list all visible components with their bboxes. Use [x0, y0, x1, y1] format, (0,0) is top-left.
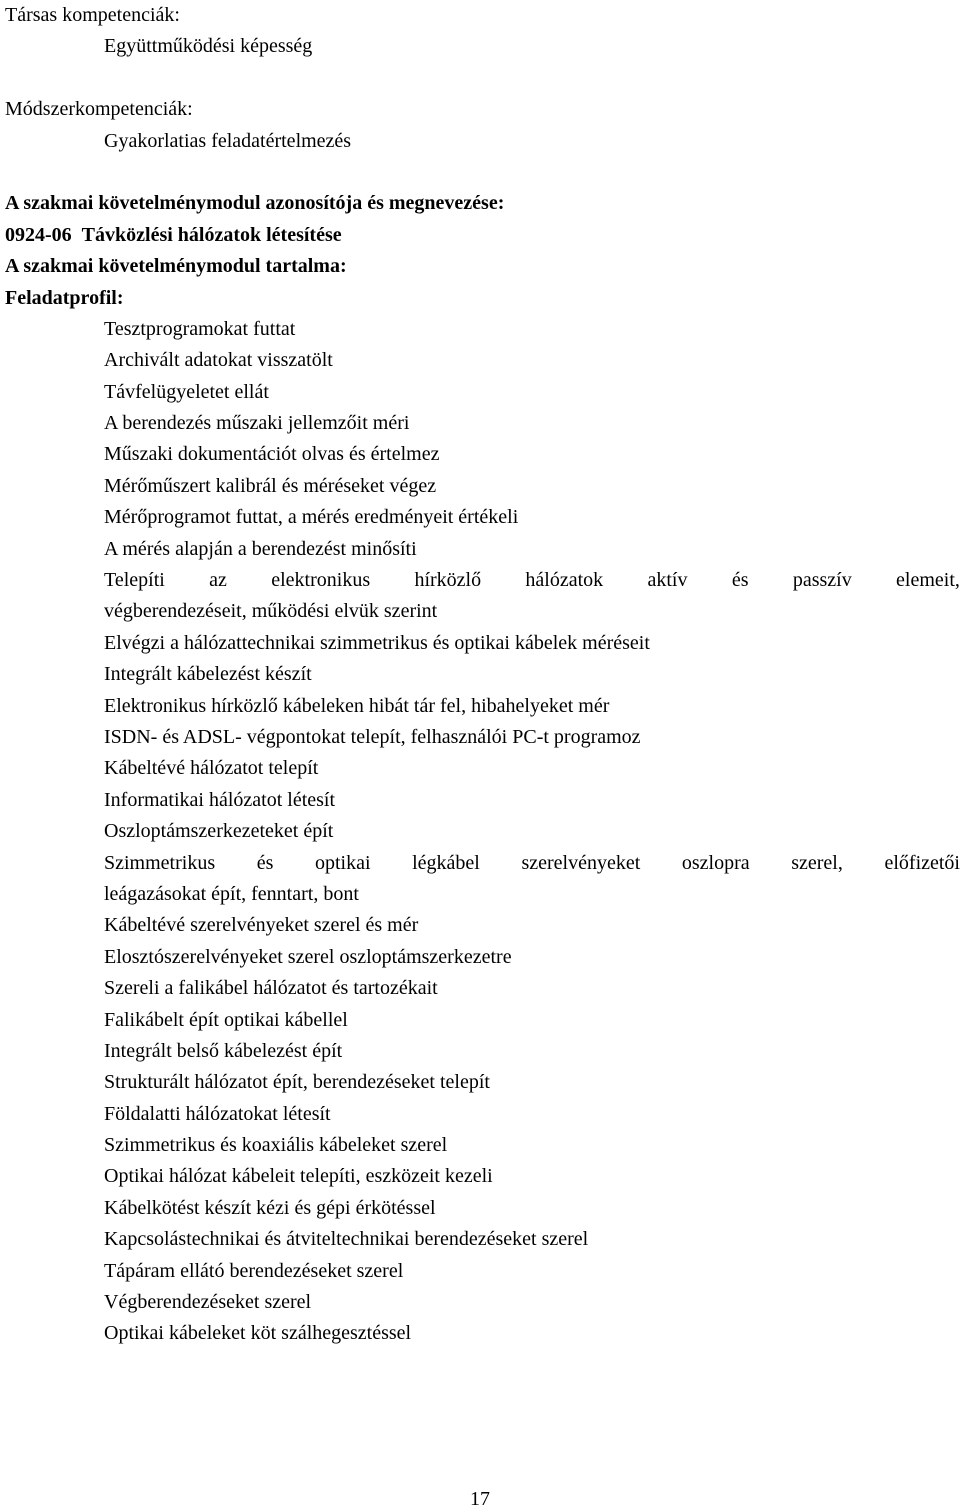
task-item: Optikai hálózat kábeleit telepíti, eszközeit kezeli: [104, 1165, 493, 1188]
task-item: Mérőprogramot futtat, a mérés eredményeit értékeli: [104, 506, 519, 529]
word: aktív: [647, 569, 688, 592]
task-item: Kapcsolástechnikai és átviteltechnikai berendezéseket szerel: [104, 1228, 589, 1251]
task-item: Végberendezéseket szerel: [104, 1291, 312, 1314]
justified-line: [104, 565, 960, 596]
word: és: [731, 569, 749, 592]
task-item: Archivált adatokat visszatölt: [104, 349, 333, 372]
word: Telepíti: [104, 569, 165, 592]
task-item: Optikai kábeleket köt szálhegesztéssel: [104, 1322, 412, 1345]
module-name: Távközlési hálózatok létesítése: [81, 223, 342, 246]
justified-line: [104, 848, 960, 879]
word: optikai: [314, 851, 371, 874]
task-item: Integrált belső kábelezést épít: [104, 1039, 343, 1062]
module-code-name: [5, 220, 960, 251]
social-competencies-heading: Társas kompetenciák:: [5, 4, 180, 26]
word: szerel,: [791, 851, 843, 874]
word: és: [256, 851, 274, 874]
task-item-justified: [5, 848, 960, 879]
task-item: Távfelügyeletet ellát: [104, 380, 269, 403]
word: elemeit,: [896, 569, 960, 592]
task-item: Strukturált hálózatot épít, berendezéseket telepít: [104, 1071, 490, 1094]
task-item: Kábeltévé szerelvényeket szerel és mér: [104, 914, 419, 937]
task-item: A berendezés műszaki jellemzőit méri: [104, 412, 410, 435]
task-item: Tesztprogramokat futtat: [104, 317, 296, 340]
method-competencies-heading: Módszerkompetenciák:: [5, 98, 193, 121]
module-content-heading: A szakmai követelménymodul tartalma:: [5, 255, 347, 278]
task-item: Elektronikus hírközlő kábeleken hibát tár fel, hibahelyeket mér: [104, 694, 610, 717]
task-item-continuation: végberendezéseit, működési elvük szerint: [104, 600, 438, 623]
module-id-heading: A szakmai követelménymodul azonosítója és megnevezése:: [5, 192, 505, 215]
task-item: Kábeltévé hálózatot telepít: [104, 757, 319, 780]
task-item: Elvégzi a hálózattechnikai szimmetrikus és optikai kábelek méréseit: [104, 631, 650, 654]
social-competency-item: Együttműködési képesség: [104, 35, 313, 58]
task-item: Mérőműszert kalibrál és méréseket végez: [104, 474, 437, 497]
page-number: 17: [470, 1488, 490, 1510]
task-item: Műszaki dokumentációt olvas és értelmez: [104, 443, 440, 466]
spacer: [5, 63, 960, 94]
word: az: [209, 569, 227, 592]
spacer: [5, 157, 960, 188]
task-item: Földalatti hálózatokat létesít: [104, 1102, 331, 1125]
task-item: Integrált kábelezést készít: [104, 663, 312, 686]
task-item: Szimmetrikus és koaxiális kábeleket szerel: [104, 1134, 448, 1157]
word: passzív: [792, 569, 852, 592]
task-item: Informatikai hálózatot létesít: [104, 788, 336, 811]
word: Szimmetrikus: [104, 851, 216, 874]
word: hírközlő: [414, 569, 482, 592]
word: szerelvényeket: [521, 851, 641, 874]
module-code: 0924-06: [5, 223, 72, 246]
method-competency-item: Gyakorlatias feladatértelmezés: [104, 129, 352, 152]
task-profile-heading: Feladatprofil:: [5, 286, 124, 309]
word: oszlopra: [681, 851, 750, 874]
task-item: A mérés alapján a berendezést minősíti: [104, 537, 417, 560]
word: előfizetői: [884, 851, 960, 874]
task-item: Kábelkötést készít kézi és gépi érkötéssel: [104, 1196, 436, 1219]
task-item: Elosztószerelvényeket szerel oszloptámszerkezetre: [104, 945, 512, 968]
task-item: Falikábelt épít optikai kábellel: [104, 1008, 348, 1031]
word: légkábel: [412, 851, 480, 874]
document-page: [5, 0, 960, 1350]
task-item-continuation: leágazásokat épít, fenntart, bont: [104, 882, 359, 905]
task-item: Szereli a falikábel hálózatot és tartozékait: [104, 977, 438, 1000]
task-item-justified: [5, 565, 960, 596]
task-item: Tápáram ellátó berendezéseket szerel: [104, 1259, 404, 1282]
task-item: ISDN- és ADSL- végpontokat telepít, felhasználói PC-t programoz: [104, 725, 641, 748]
task-item: Oszloptámszerkezeteket épít: [104, 820, 334, 843]
word: hálózatok: [525, 569, 604, 592]
word: elektronikus: [271, 569, 371, 592]
